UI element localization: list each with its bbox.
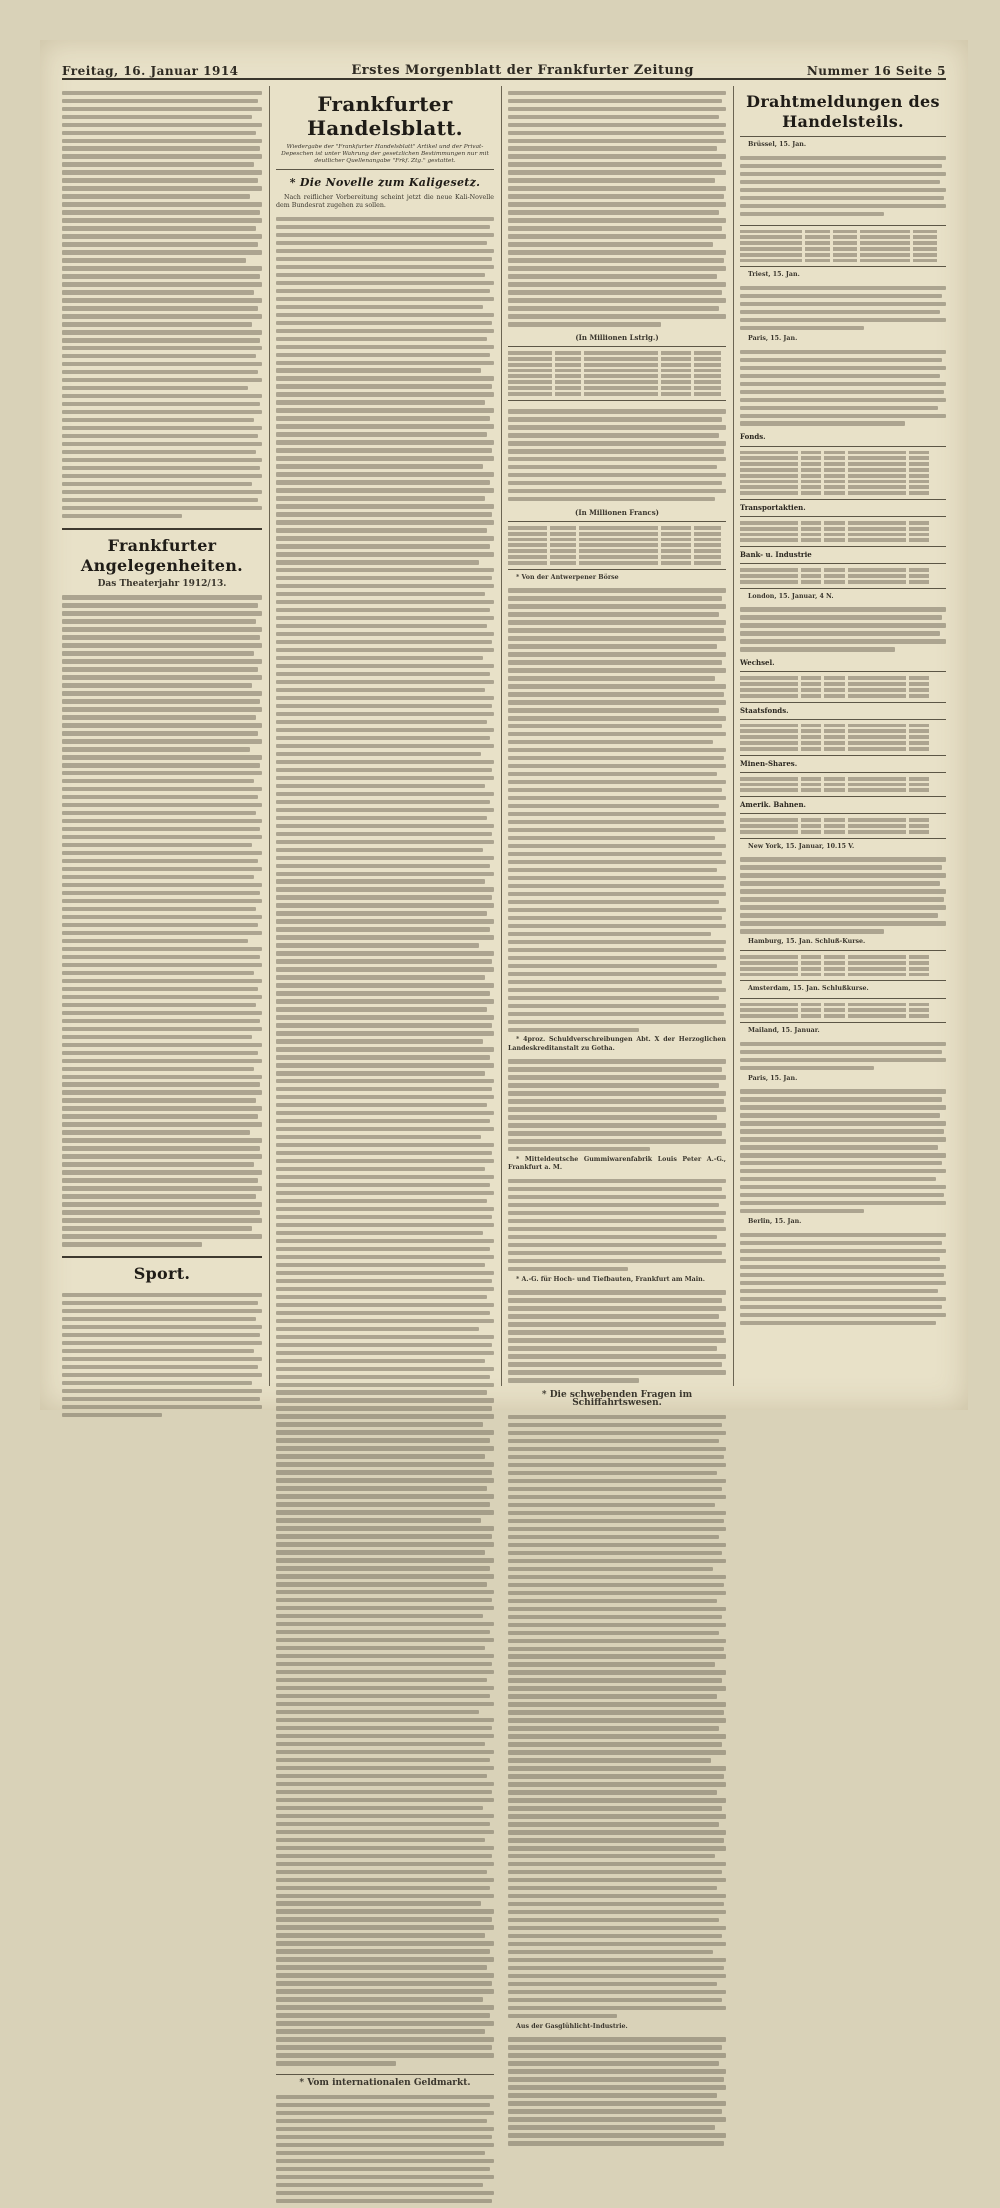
section-title-handelsblatt: Frankfurter Handelsblatt. <box>307 92 463 140</box>
city-bruessel: Brüssel, 15. Jan. <box>748 141 807 148</box>
city-berlin: Berlin, 15. Jan. <box>748 1217 802 1225</box>
stock-head-amerik-bahnen: Amerik. Bahnen. <box>740 800 806 810</box>
bank-of-france-table <box>508 521 726 570</box>
section-title-sport: Sport. <box>133 1264 191 1284</box>
section-title-frankfurter-angelegenheiten: Frankfurter Angelegenheiten. <box>80 535 244 575</box>
header-masthead: Erstes Morgenblatt der Frankfurter Zeitung <box>351 63 694 78</box>
column-3 <box>508 86 726 2030</box>
stock-head-staatsfonds: Staatsfonds. <box>740 705 789 715</box>
city-hamburg: Hamburg, 15. Jan. Schluß-Kurse. <box>748 938 866 946</box>
kaligesetz-article <box>276 212 494 2070</box>
subhead-schiffahrtswesen: * Die schwebenden Fragen im Schiffahrtswesen. <box>541 1390 693 1409</box>
city-paris: Paris, 15. Jan. <box>748 334 798 342</box>
city-amsterdam: Amsterdam, 15. Jan. Schlußkurse. <box>748 985 869 993</box>
city-london: London, 15. Januar, 4 N. <box>748 592 834 600</box>
section-title-drahtmeldungen: Drahtmeldungen des Handelsteils. <box>746 92 940 131</box>
city-mailand: Mailand, 15. Januar. <box>748 1026 820 1034</box>
column-rule <box>501 86 502 1386</box>
column-rule <box>733 86 734 1386</box>
stock-head-transport: Transportaktien. <box>740 502 806 512</box>
running-head <box>62 58 946 80</box>
article-title-kaligesetz: * Die Novelle zum Kaligesetz. <box>289 176 481 189</box>
stock-head-minen: Minen-Shares. <box>740 758 798 768</box>
theater-article <box>62 591 262 1251</box>
table-title-lstrlg: (In Millionen Lstrlg.) <box>575 333 659 343</box>
stock-head-bank-industrie: Bank- u. Industrie <box>740 550 812 560</box>
subhead-gotha: * 4proz. Schuldverschreibungen Abt. X der Herzoglichen Landeskreditanstalt zu Gotha. <box>508 1036 726 1052</box>
column-4 <box>740 86 946 1386</box>
city-new-york: New York, 15. Januar, 10.15 V. <box>748 842 855 850</box>
geldmarkt-article <box>276 2090 494 2207</box>
sport-article <box>62 1288 262 1421</box>
column-1 <box>62 86 262 1386</box>
column-rule <box>269 86 270 1386</box>
stock-head-fonds: Fonds. <box>740 432 766 442</box>
paris-fonds-quotes <box>740 446 946 500</box>
header-date: Freitag, 16. Januar 1914 <box>62 64 239 78</box>
theater-subtitle: Das Theaterjahr 1912/13. <box>97 578 227 589</box>
reproduction-note: Wiedergabe der "Frankfurter Handelsblatt" Artikel und der Privat-Depeschen ist unter Wahrung der gesetzlichen Bestimmungen nur mit deutlicher Quellenangabe "Frkf. Ztg." gestattet. <box>281 144 489 164</box>
table-title-francs: (In Millionen Francs) <box>575 508 659 517</box>
newspaper-page <box>40 40 968 2089</box>
stock-head-wechsel: Wechsel. <box>740 658 775 668</box>
subhead-antwerpener-boerse: * Von der Antwerpener Börse <box>516 573 619 581</box>
city-paris-2: Paris, 15. Jan. <box>748 1074 798 1082</box>
bruessel-quotes <box>740 225 946 268</box>
header-page-number: Nummer 16 Seite 5 <box>806 64 946 78</box>
article-lead: Nach reiflicher Vorbereitung scheint jetzt die neue Kali-Novelle dem Bundesrat zugehen zu sollen. <box>276 194 494 210</box>
column-2 <box>276 86 494 2089</box>
city-triest: Triest, 15. Jan. <box>748 271 800 279</box>
bank-article <box>508 86 726 331</box>
subhead-gasgluehlicht: Aus der Gasglühlicht-Industrie. <box>516 2022 628 2030</box>
article-title-geldmarkt: * Vom internationalen Geldmarkt. <box>299 2078 471 2089</box>
subhead-gummiwarenfabrik: * Mitteldeutsche Gummiwarenfabrik Louis Peter A.-G., Frankfurt a. M. <box>508 1156 726 1172</box>
local-news-block <box>62 86 262 523</box>
subhead-hoch-und-tiefbauten: * A.-G. für Hoch- und Tiefbauten, Frankfurt am Main. <box>516 1275 705 1283</box>
bank-of-england-table <box>508 346 726 400</box>
